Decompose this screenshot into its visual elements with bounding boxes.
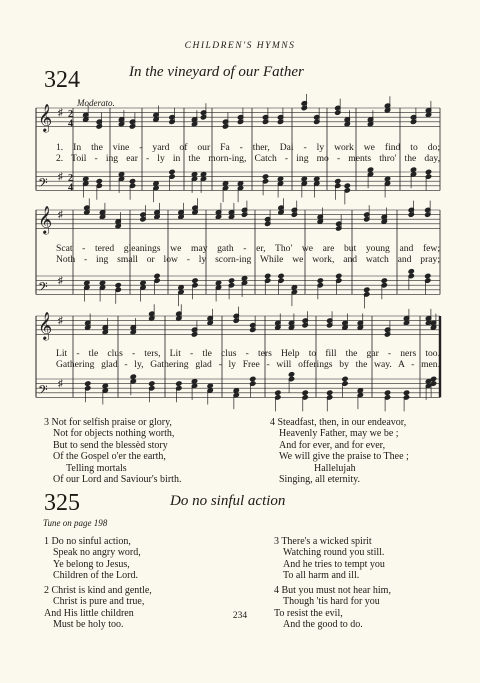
note-head xyxy=(335,179,341,184)
note-head xyxy=(302,390,308,395)
stanza-line: 4 Steadfast, then, in our endeavor, xyxy=(270,417,407,428)
stanza-line: To all harm and ill. xyxy=(283,570,360,582)
lyric-line: Lit - tle clus - ters, Lit - tle clus - ters Help to fill the gar - ners too. xyxy=(56,348,440,359)
stanza-3 xyxy=(44,417,181,485)
note-head xyxy=(327,390,333,395)
stanza-line: 2 Christ is kind and gentle, xyxy=(44,585,152,596)
note-head xyxy=(291,285,297,290)
stanza-line: Christ is pure and true, xyxy=(53,596,145,608)
lyric-line: Noth - ing small or low - ly scorn-ing While we work, and watch and pray; xyxy=(56,254,440,265)
note-head xyxy=(129,179,135,184)
stanza-line: 3 Not for selfish praise or glory, xyxy=(44,417,172,428)
note-head xyxy=(237,181,243,186)
svg-text:2: 2 xyxy=(68,173,73,185)
lyric-line: 2. Toil - ing ear - ly in the morn-ing, Catch - ing mo - ments thro' the day, xyxy=(56,153,440,164)
stanza-line: Of the Gospel o'er the earth, xyxy=(53,451,166,463)
stanza-line: Singing, all eternity. xyxy=(279,473,361,485)
note-head xyxy=(265,273,271,278)
svg-text:♯: ♯ xyxy=(58,275,63,287)
svg-text:𝄢: 𝄢 xyxy=(38,382,48,401)
note-head xyxy=(102,383,108,388)
stanza-line: And His little children xyxy=(44,607,134,619)
note-head xyxy=(278,273,284,278)
hymn-number: 324 xyxy=(44,67,80,93)
note-head xyxy=(115,283,121,288)
note-head xyxy=(410,167,416,172)
note-head xyxy=(154,273,160,278)
note-head xyxy=(84,280,90,285)
hymn-number: 325 xyxy=(44,490,80,516)
note-head xyxy=(288,372,294,377)
stanza-line: Must be holy too. xyxy=(53,619,124,631)
svg-text:𝄢: 𝄢 xyxy=(38,279,48,298)
stanza-line: 4 But you must not hear him, xyxy=(274,585,391,596)
stanza-line: Speak no angry word, xyxy=(53,547,141,559)
stanza-line: But to send the blessèd story xyxy=(53,439,168,451)
note-head xyxy=(262,174,268,179)
note-head xyxy=(130,374,136,379)
hymn-title: Do no sinful action xyxy=(170,493,286,509)
note-head xyxy=(275,390,281,395)
svg-text:𝄞: 𝄞 xyxy=(38,311,53,340)
stanza-line: We will give the praise to Thee ; xyxy=(279,451,409,463)
svg-text:𝄞: 𝄞 xyxy=(38,205,53,234)
treble-staff xyxy=(36,205,440,234)
svg-text:♯: ♯ xyxy=(58,107,63,119)
stanza-line: And for ever, and for ever, xyxy=(279,439,386,451)
note-head xyxy=(99,280,105,285)
note-head xyxy=(381,278,387,283)
note-head xyxy=(425,169,431,174)
note-head xyxy=(178,285,184,290)
note-head xyxy=(314,176,320,181)
stanza-line: And he tries to tempt you xyxy=(283,558,385,570)
svg-text:2: 2 xyxy=(68,109,73,121)
stanza-3 xyxy=(274,536,385,582)
stanza-4 xyxy=(270,417,409,485)
svg-text:♯: ♯ xyxy=(58,315,63,327)
note-head xyxy=(222,181,228,186)
note-head xyxy=(425,273,431,278)
note-head xyxy=(228,278,234,283)
svg-text:♯: ♯ xyxy=(58,378,63,390)
svg-text:4: 4 xyxy=(68,118,73,130)
stanza-line: Watching round you still. xyxy=(283,547,385,559)
note-head xyxy=(241,276,247,281)
note-head xyxy=(149,381,155,386)
note-head xyxy=(140,280,146,285)
hymn-title: In the vineyard of our Father xyxy=(129,64,304,80)
note-head xyxy=(430,376,436,381)
stanza-line: Heavenly Father, may we be ; xyxy=(279,428,399,440)
stanza-2 xyxy=(44,585,152,631)
note-head xyxy=(169,169,175,174)
note-head xyxy=(384,390,390,395)
note-head xyxy=(215,280,221,285)
note-head xyxy=(153,181,159,186)
stanza-line: Children of the Lord. xyxy=(53,570,138,582)
svg-text:𝄞: 𝄞 xyxy=(38,103,53,132)
note-head xyxy=(233,388,239,393)
note-head xyxy=(344,183,350,188)
note-head xyxy=(403,390,409,395)
svg-text:♯: ♯ xyxy=(58,171,63,183)
note-head xyxy=(357,388,363,393)
tune-reference: Tune on page 198 xyxy=(43,518,108,528)
note-head xyxy=(96,179,102,184)
lyric-line: Gathering glad - ly, Gathering glad - ly Free - will offerings by the way. A - men. xyxy=(56,359,440,370)
note-head xyxy=(408,269,414,274)
stanza-line: Though 'tis hard for you xyxy=(283,596,380,608)
stanza-line: Not for objects nothing worth, xyxy=(53,428,175,440)
running-head: CHILDREN'S HYMNS xyxy=(184,41,296,51)
note-head xyxy=(336,273,342,278)
note-head xyxy=(207,383,213,388)
page-number: 234 xyxy=(232,611,248,621)
note-head xyxy=(176,381,182,386)
note-head xyxy=(250,376,256,381)
stanza-line: To resist the evil, xyxy=(274,607,343,619)
svg-text:4: 4 xyxy=(68,182,73,194)
stanza-line: And the good to do. xyxy=(283,619,363,631)
stanza-line: 1 Do no sinful action, xyxy=(44,536,131,547)
tempo-marking: Moderato. xyxy=(77,98,115,108)
note-head xyxy=(301,176,307,181)
stanza-line: Hallelujah xyxy=(314,462,356,474)
stanza-line: Telling mortals xyxy=(66,462,127,474)
note-head xyxy=(364,287,370,292)
stanza-line: Of our Lord and Saviour's birth. xyxy=(53,473,182,485)
note-head xyxy=(83,176,89,181)
note-head xyxy=(85,381,91,386)
stanza-1 xyxy=(44,536,141,582)
stanza-line: 3 There's a wicked spirit xyxy=(274,536,372,547)
note-head xyxy=(367,167,373,172)
svg-text:𝄢: 𝄢 xyxy=(38,175,48,194)
note-head xyxy=(192,278,198,283)
note-head xyxy=(317,278,323,283)
note-head xyxy=(191,379,197,384)
svg-text:♯: ♯ xyxy=(58,209,63,221)
lyric-line: 1. In the vine - yard of our Fa - ther, Dai - ly work we find to do; xyxy=(56,142,440,153)
note-head xyxy=(384,176,390,181)
note-head xyxy=(277,176,283,181)
note-head xyxy=(118,172,124,177)
note-head xyxy=(191,172,197,177)
note-head xyxy=(200,172,206,177)
bass-staff xyxy=(36,276,440,298)
stanza-4 xyxy=(274,585,391,631)
stanza-line: Ye belong to Jesus, xyxy=(53,558,130,570)
lyric-line: Scat - tered gleanings we may gath - er, Tho' we are but young and few; xyxy=(56,243,440,254)
note-head xyxy=(342,376,348,381)
